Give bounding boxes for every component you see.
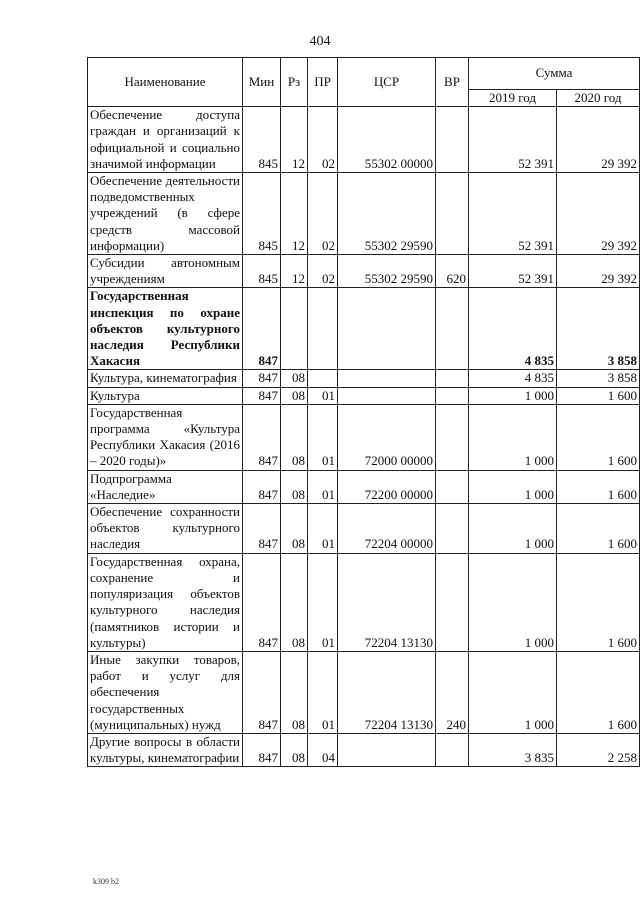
- footer-code: k309 b2: [93, 877, 119, 886]
- row-2019: 4 835: [469, 370, 557, 387]
- table-row: [88, 651, 640, 733]
- row-vr: [436, 107, 469, 173]
- row-pr: 04: [308, 733, 338, 766]
- row-min: 847: [243, 504, 281, 554]
- row-min: 847: [243, 733, 281, 766]
- row-name: Государственная охрана, сохранение и популяризация объектов культурного наследия (памятников истории и культуры): [88, 553, 243, 651]
- row-rz: 08: [281, 733, 308, 766]
- row-csr: 72204 00000: [338, 504, 436, 554]
- row-name: Иные закупки товаров, работ и услуг для обеспечения государственных (муниципальных) нужд: [88, 651, 243, 733]
- row-min: 847: [243, 553, 281, 651]
- row-vr: [436, 504, 469, 554]
- row-csr: [338, 387, 436, 404]
- row-rz: 08: [281, 404, 308, 470]
- row-2020: 1 600: [557, 387, 640, 404]
- row-csr: 72200 00000: [338, 470, 436, 503]
- row-2019: 1 000: [469, 470, 557, 503]
- row-rz: 12: [281, 173, 308, 255]
- header-min: Мин: [243, 58, 281, 107]
- row-rz: 08: [281, 504, 308, 554]
- row-pr: 01: [308, 553, 338, 651]
- row-2020: 2 258: [557, 733, 640, 766]
- row-min: 845: [243, 107, 281, 173]
- row-csr: [338, 288, 436, 370]
- row-csr: [338, 370, 436, 387]
- row-pr: 01: [308, 470, 338, 503]
- row-csr: 55302 29590: [338, 255, 436, 288]
- row-2020: 1 600: [557, 504, 640, 554]
- row-name: Культура, кинематография: [88, 370, 243, 387]
- table-row: [88, 255, 640, 288]
- row-pr: 01: [308, 404, 338, 470]
- row-2020: 1 600: [557, 651, 640, 733]
- row-csr: 55302 00000: [338, 107, 436, 173]
- row-2019: 1 000: [469, 387, 557, 404]
- row-min: 845: [243, 173, 281, 255]
- row-min: 847: [243, 370, 281, 387]
- row-2019: 52 391: [469, 255, 557, 288]
- row-pr: 02: [308, 255, 338, 288]
- table-row: [88, 107, 640, 173]
- row-2019: 1 000: [469, 651, 557, 733]
- table-row: [88, 387, 640, 404]
- row-rz: 12: [281, 255, 308, 288]
- row-vr: [436, 553, 469, 651]
- table-row: [88, 504, 640, 554]
- row-2020: 3 858: [557, 288, 640, 370]
- row-csr: 72204 13130: [338, 651, 436, 733]
- row-vr: [436, 404, 469, 470]
- table-row: [88, 288, 640, 370]
- row-2019: 1 000: [469, 504, 557, 554]
- row-vr: [436, 387, 469, 404]
- row-rz: 08: [281, 553, 308, 651]
- row-name: Другие вопросы в области культуры, кинематографии: [88, 733, 243, 766]
- row-min: 847: [243, 470, 281, 503]
- row-vr: [436, 470, 469, 503]
- header-sum: Сумма: [469, 58, 640, 90]
- table-row: [88, 173, 640, 255]
- budget-table: [87, 57, 640, 767]
- row-2019: 52 391: [469, 107, 557, 173]
- row-vr: [436, 733, 469, 766]
- header-pr: ПР: [308, 58, 338, 107]
- row-min: 847: [243, 404, 281, 470]
- page-number: 404: [309, 34, 331, 49]
- header-csr: ЦСР: [338, 58, 436, 107]
- row-rz: 12: [281, 107, 308, 173]
- table-row: [88, 404, 640, 470]
- row-vr: [436, 288, 469, 370]
- row-2019: 52 391: [469, 173, 557, 255]
- row-name: Обеспечение сохранности объектов культурного наследия: [88, 504, 243, 554]
- row-pr: 02: [308, 173, 338, 255]
- row-csr: 55302 29590: [338, 173, 436, 255]
- row-2020: 3 858: [557, 370, 640, 387]
- header-year-2020: 2020 год: [557, 90, 640, 107]
- row-pr: [308, 288, 338, 370]
- row-pr: 01: [308, 504, 338, 554]
- row-vr: [436, 370, 469, 387]
- row-2020: 1 600: [557, 470, 640, 503]
- row-rz: 08: [281, 651, 308, 733]
- table-row: [88, 733, 640, 766]
- row-2020: 1 600: [557, 553, 640, 651]
- row-rz: 08: [281, 387, 308, 404]
- row-min: 845: [243, 255, 281, 288]
- row-name: Государственная инспекция по охране объектов культурного наследия Республики Хакасия: [88, 288, 243, 370]
- row-vr: 240: [436, 651, 469, 733]
- header-rz: Рз: [281, 58, 308, 107]
- row-2020: 29 392: [557, 107, 640, 173]
- row-name: Государственная программа «Культура Республики Хакасия (2016 – 2020 годы)»: [88, 404, 243, 470]
- row-min: 847: [243, 387, 281, 404]
- row-pr: 01: [308, 387, 338, 404]
- row-2020: 29 392: [557, 173, 640, 255]
- row-csr: 72204 13130: [338, 553, 436, 651]
- row-2019: 1 000: [469, 404, 557, 470]
- row-rz: 08: [281, 370, 308, 387]
- row-pr: 02: [308, 107, 338, 173]
- table-row: [88, 470, 640, 503]
- row-2020: 29 392: [557, 255, 640, 288]
- row-rz: 08: [281, 470, 308, 503]
- row-vr: [436, 173, 469, 255]
- table-row: [88, 553, 640, 651]
- header-vr: ВР: [436, 58, 469, 107]
- row-name: Субсидии автономным учреждениям: [88, 255, 243, 288]
- row-csr: [338, 733, 436, 766]
- row-name: Обеспечение доступа граждан и организаций к официальной и социально значимой информации: [88, 107, 243, 173]
- row-csr: 72000 00000: [338, 404, 436, 470]
- row-pr: 01: [308, 651, 338, 733]
- row-2019: 3 835: [469, 733, 557, 766]
- row-2019: 4 835: [469, 288, 557, 370]
- row-name: Обеспечение деятельности подведомственных учреждений (в сфере средств массовой информации): [88, 173, 243, 255]
- row-2020: 1 600: [557, 404, 640, 470]
- row-min: 847: [243, 651, 281, 733]
- table-row: [88, 370, 640, 387]
- header-name: Наименование: [88, 58, 243, 107]
- row-name: Подпрограмма «Наследие»: [88, 470, 243, 503]
- row-2019: 1 000: [469, 553, 557, 651]
- header-year-2019: 2019 год: [469, 90, 557, 107]
- row-rz: [281, 288, 308, 370]
- row-vr: 620: [436, 255, 469, 288]
- row-name: Культура: [88, 387, 243, 404]
- row-pr: [308, 370, 338, 387]
- row-min: 847: [243, 288, 281, 370]
